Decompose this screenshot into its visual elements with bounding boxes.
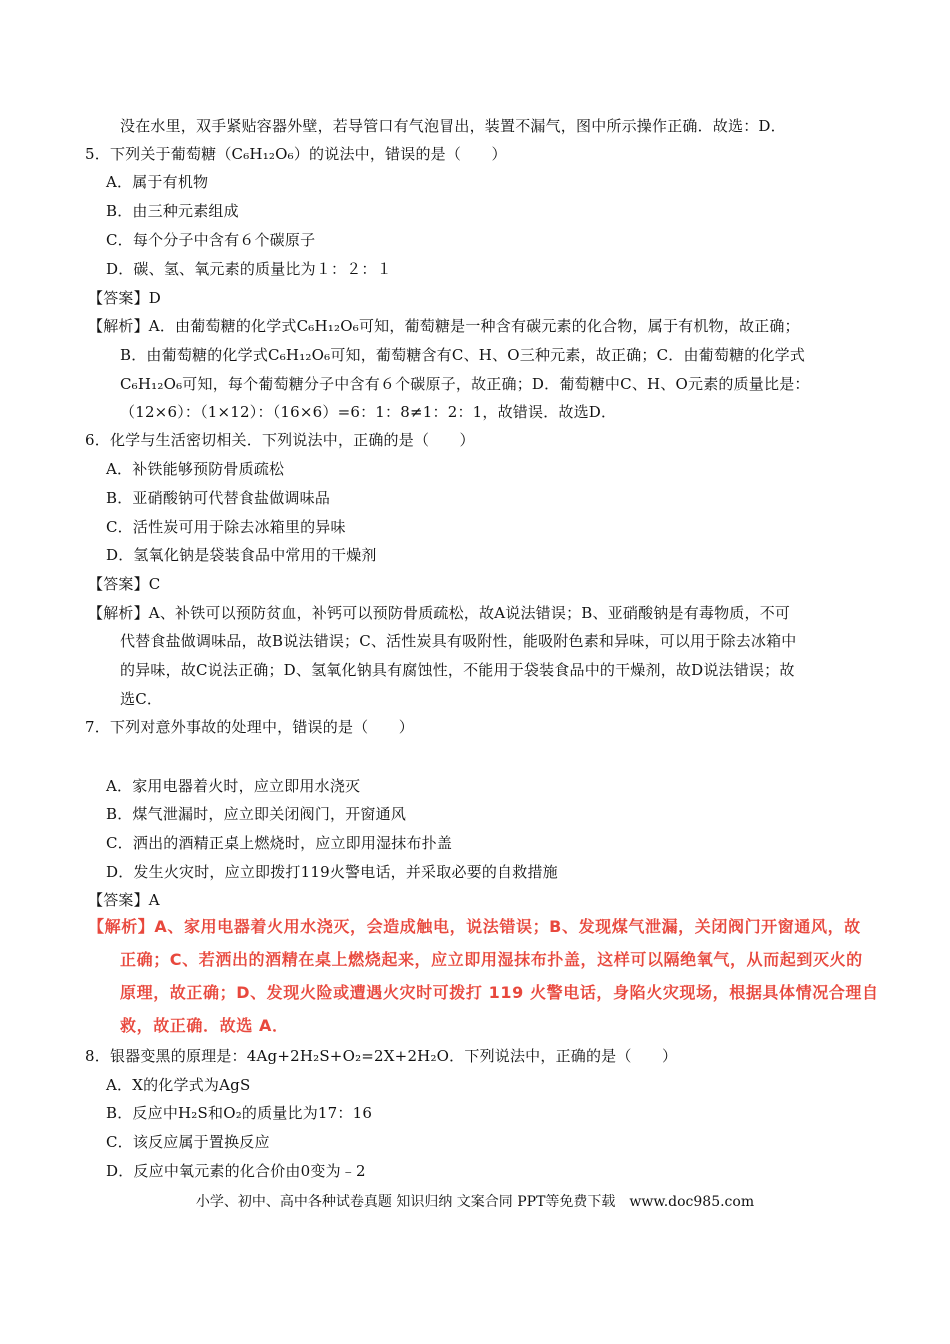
text-line: 没在水里，双手紧贴容器外壁，若导管口有气泡冒出，装置不漏气，图中所示操作正确．故选：D． (120, 117, 786, 135)
option-b: B．反应中H₂S和O₂的质量比为17：16 (106, 1104, 373, 1122)
option-d: D．反应中氧元素的化合价由0变为﹣2 (106, 1162, 366, 1180)
question-6: 6．化学与生活密切相关．下列说法中，正确的是（ ） (85, 431, 475, 449)
analysis-text-highlighted: 【解析】A、家用电器着火用水浇灭，会造成触电，说法错误；B、发现煤气泄漏，关闭阀门开窗通风，故 (88, 917, 861, 936)
analysis-text: 的异味，故C说法正确；D、氢氧化钠具有腐蚀性，不能用于袋装食品中的干燥剂，故D说法错误；故 (120, 661, 795, 679)
analysis-text-highlighted: 救，故正确．故选 A． (120, 1016, 289, 1035)
analysis-text: （12×6）：（1×12）：（16×6）=6：1：8≠1：2：1，故错误．故选D． (120, 403, 617, 421)
option-a: A．家用电器着火时，应立即用水浇灭 (106, 777, 361, 795)
analysis-text: 【解析】A．由葡萄糖的化学式C₆H₁₂O₆可知，葡萄糖是一种含有碳元素的化合物，属于有机物，故正确； (88, 317, 800, 335)
analysis-text: C₆H₁₂O₆可知，每个葡萄糖分子中含有６个碳原子，故正确；D．葡萄糖中C、H、O元素的质量比是： (120, 375, 810, 393)
option-d: D．碳、氢、氧元素的质量比为１：２：１ (106, 260, 392, 278)
analysis-text: 【解析】A、补铁可以预防贫血，补钙可以预防骨质疏松，故A说法错误；B、亚硝酸钠是有毒物质，不可 (88, 604, 791, 622)
page-footer: 小学、初中、高中各种试卷真题 知识归纳 文案合同 PPT等免费下载 www.doc985.com (195, 1194, 755, 1210)
option-d: D．氢氧化钠是袋装食品中常用的干燥剂 (106, 546, 377, 564)
analysis-text: B．由葡萄糖的化学式C₆H₁₂O₆可知，葡萄糖含有C、H、O三种元素，故正确；C．由葡萄糖的化学式 (120, 346, 806, 364)
option-a: A．X的化学式为AgS (106, 1076, 251, 1094)
option-b: B．由三种元素组成 (106, 202, 239, 220)
analysis-text: 代替食盐做调味品，故B说法错误；C、活性炭具有吸附性，能吸附色素和异味，可以用于除去冰箱中 (120, 632, 797, 650)
option-a: A．补铁能够预防骨质疏松 (106, 460, 285, 478)
question-5: 5．下列关于葡萄糖（C₆H₁₂O₆）的说法中，错误的是（ ） (85, 145, 507, 163)
answer-label: 【答案】A (88, 891, 160, 909)
question-8: 8．银器变黑的原理是：4Ag+2H₂S+O₂=2X+2H₂O．下列说法中，正确的是（ ） (85, 1047, 678, 1065)
option-a: A．属于有机物 (106, 173, 209, 191)
analysis-text-highlighted: 正确；C、若洒出的酒精在桌上燃烧起来，应立即用湿抹布扑盖，这样可以隔绝氧气，从而起到灭火的 (120, 950, 863, 969)
question-7: 7．下列对意外事故的处理中，错误的是（ ） (85, 718, 414, 736)
analysis-text: 选C． (120, 690, 163, 708)
option-b: B．煤气泄漏时，应立即关闭阀门，开窗通风 (106, 805, 407, 823)
answer-label: 【答案】D (88, 289, 162, 307)
option-c: C．每个分子中含有６个碳原子 (106, 231, 316, 249)
answer-label: 【答案】C (88, 575, 161, 593)
option-c: C．洒出的酒精正桌上燃烧时，应立即用湿抹布扑盖 (106, 834, 453, 852)
option-c: C．该反应属于置换反应 (106, 1133, 270, 1151)
analysis-text-highlighted: 原理，故正确；D、发现火险或遭遇火灾时可拨打 119 火警电话，身陷火灾现场，根据具体情况合理自 (120, 983, 879, 1002)
option-d: D．发生火灾时，应立即拨打119火警电话，并采取必要的自救措施 (106, 863, 558, 881)
option-c: C．活性炭可用于除去冰箱里的异味 (106, 518, 346, 536)
option-b: B．亚硝酸钠可代替食盐做调味品 (106, 489, 331, 507)
